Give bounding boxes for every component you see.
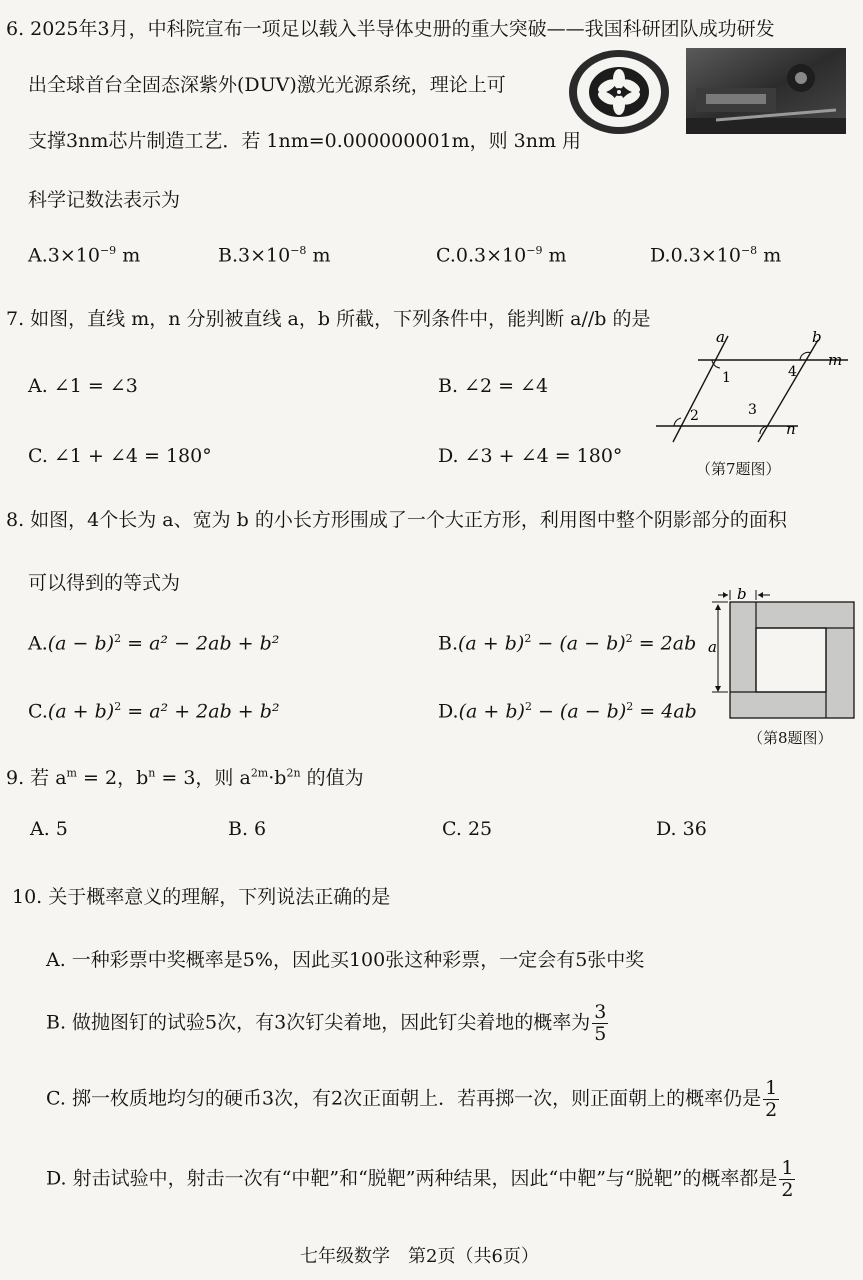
q7-option-b[interactable]: B. ∠2 = ∠4	[438, 375, 549, 397]
laser-device-photo	[686, 48, 846, 134]
q8-option-b[interactable]: $B.(a + b)^2 - (a - b)^2 = 2ab$	[438, 632, 697, 655]
q10-option-b[interactable]: B. 做抛图钉的试验5次，有3次钉尖着地，因此钉尖着地的概率为 $\frac{3}{5}$	[46, 1001, 607, 1045]
q6-stem-line3: 支撑3nm芯片制造工艺．若 1nm=0.000000001m，则 3nm 用	[28, 130, 582, 152]
q7-figure	[648, 330, 858, 450]
q7-option-c[interactable]: C. ∠1 + ∠4 = 180°	[28, 445, 212, 467]
angle-4-label: 4	[788, 364, 797, 380]
q10-option-a[interactable]: A. 一种彩票中奖概率是5%，因此买100张这种彩票，一定会有5张中奖	[46, 949, 645, 971]
q9-option-b[interactable]: B. 6	[228, 818, 267, 840]
q7-option-a[interactable]: A. ∠1 = ∠3	[28, 375, 138, 397]
q8-option-c[interactable]: $C.(a + b)^2 = a^2 + 2ab + b^2$	[28, 700, 280, 723]
q8-stem-line1: 8. 如图，4个长为 a、宽为 b 的小长方形围成了一个大正方形，利用图中整个阴影部分的面积	[6, 509, 787, 531]
angle-3-label: 3	[748, 402, 757, 418]
label-a: a	[708, 638, 717, 656]
q10-option-c[interactable]: C. 掷一枚质地均匀的硬币3次，有2次正面朝上．若再掷一次，则正面朝上的概率仍是 $\frac{1}{2}$	[46, 1077, 778, 1121]
fraction-1-2: $\frac{1}{2}$	[781, 1157, 794, 1201]
label-a: a	[716, 330, 725, 346]
q9-option-c[interactable]: C. 25	[442, 818, 493, 840]
q8-stem-line2: 可以得到的等式为	[28, 572, 181, 594]
q9-option-d[interactable]: D. 36	[656, 818, 707, 840]
angle-2-label: 2	[690, 408, 699, 424]
q6-option-c[interactable]: $C.0.3\times 10^{-9}$ m	[436, 244, 567, 267]
label-b: b	[737, 586, 747, 603]
q8-option-a[interactable]: $A.(a - b)^2 = a^2 - 2ab + b^2$	[28, 632, 280, 655]
q7-caption: （第7题图）	[696, 460, 781, 478]
q9-stem: 9. 若 $a^m = 2$，$b^n = 3$，则 $a^{2m}\cdot b^{2n}$ 的值为	[6, 766, 364, 789]
page-footer: 七年级数学 第2页（共6页）	[300, 1246, 539, 1267]
q10-option-d[interactable]: D. 射击试验中，射击一次有“中靶”和“脱靶”两种结果，因此“中靶”与“脱靶”的概率都是 $\frac{1}{2}$	[46, 1157, 794, 1201]
q6-option-a[interactable]: $A.3\times 10^{-9}$ m	[28, 244, 141, 267]
q8-option-d[interactable]: $D.(a + b)^2 - (a - b)^2 = 4ab$	[438, 700, 697, 723]
q8-caption: （第8题图）	[748, 729, 833, 747]
label-n: n	[786, 420, 796, 438]
q8-figure	[708, 586, 858, 722]
q10-stem: 10. 关于概率意义的理解，下列说法正确的是	[12, 886, 391, 908]
q7-stem: 7. 如图，直线 m，n 分别被直线 a，b 所截，下列条件中，能判断 a//b 的是	[6, 308, 651, 330]
q6-stem-line2: 出全球首台全固态深紫外(DUV)激光光源系统，理论上可	[28, 74, 506, 96]
q6-stem-line1: 6. 2025年3月，中科院宣布一项足以载入半导体史册的重大突破——我国科研团队成功研发	[6, 18, 775, 40]
fraction-3-5: $\frac{3}{5}$	[594, 1001, 607, 1045]
q6-option-b[interactable]: $B.3\times 10^{-8}$ m	[218, 244, 331, 267]
q6-stem-line4: 科学记数法表示为	[28, 189, 181, 211]
cas-logo-icon	[566, 48, 672, 136]
fraction-1-2: $\frac{1}{2}$	[765, 1077, 778, 1121]
q7-option-d[interactable]: D. ∠3 + ∠4 = 180°	[438, 445, 623, 467]
angle-1-label: 1	[722, 370, 731, 386]
q6-option-d[interactable]: $D.0.3\times 10^{-8}$ m	[650, 244, 782, 267]
q9-option-a[interactable]: A. 5	[30, 818, 68, 840]
label-b: b	[812, 330, 822, 346]
label-m: m	[828, 351, 843, 369]
